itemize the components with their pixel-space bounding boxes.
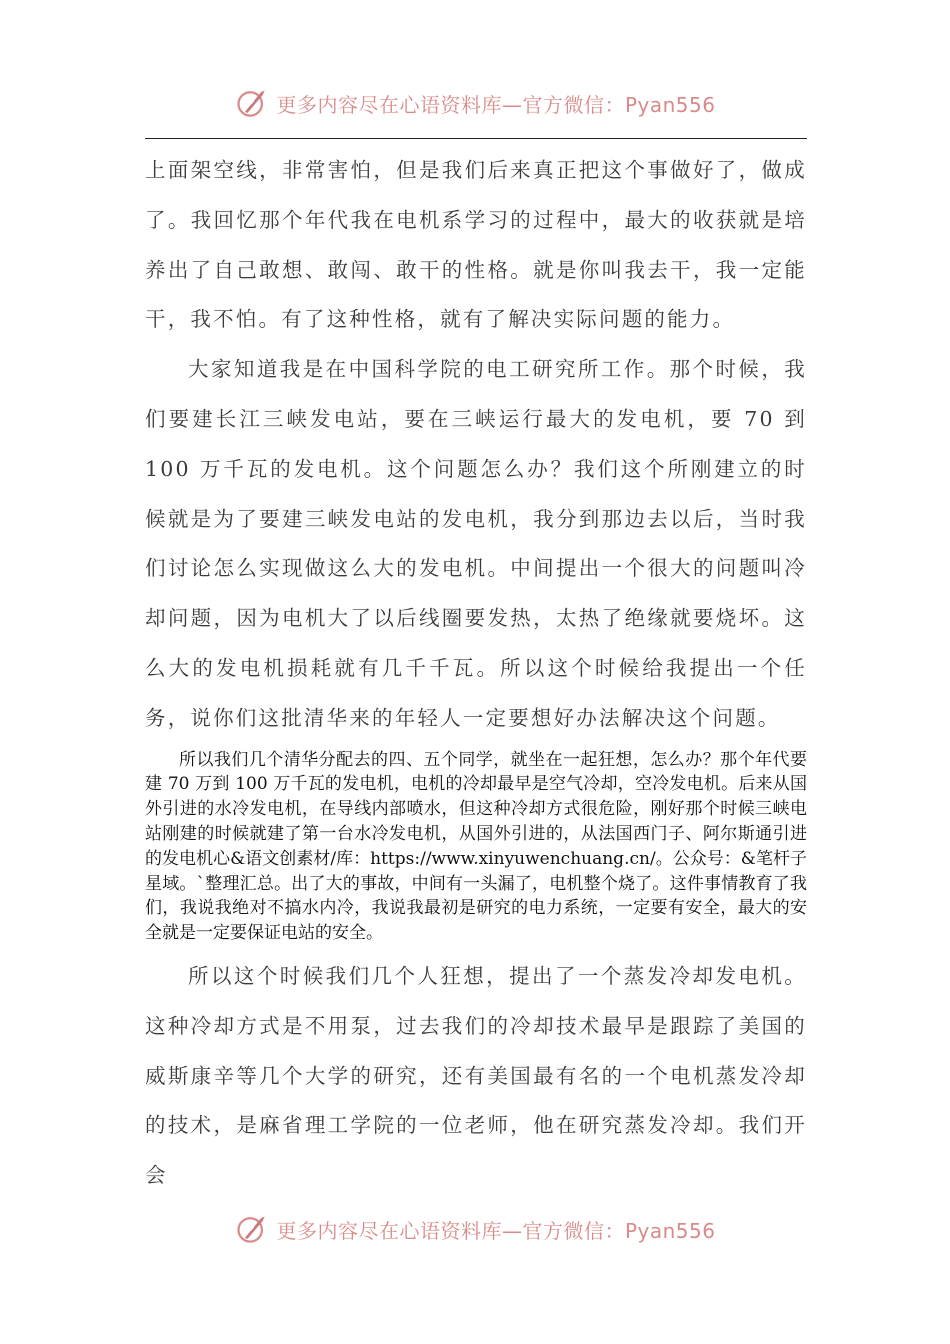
paragraph-3: 所以我们几个清华分配去的四、五个同学，就坐在一起狂想，怎么办？那个年代要建 70 万到 100 万千瓦的发电机，电机的冷却最早是空气冷却，空冷发电机。后来从国外引进的水冷发电机，在导线内部喷水，但这种冷却方式很危险，刚好那个时候三峡电站刚建的时候就建了第一台水冷发电机，从国外引进的，从法国西门子、阿尔斯通引进的发电机心&语文创素材/库：https://www.xinyuwenchuang.cn/。公众号：&笔杆子星域。`整理汇总。出了大的事故，中间有一头漏了，电机整个烧了。这件事情教育了我们，我说我绝对不搞水内冷，我说我最初是研究的电力系统，一定要有安全，最大的安全就是一定要保证电站的安全。	[145, 749, 807, 944]
footer-banner-text: 更多内容尽在心语资料库—官方微信：Pyan556	[276, 1218, 716, 1243]
paragraph-2: 大家知道我是在中国科学院的电工研究所工作。那个时候，我们要建长江三峡发电站，要在三峡运行最大的发电机，要 70 到 100 万千瓦的发电机。这个问题怎么办？我们这个所刚建立的时候就是为了要建三峡发电站的发电机，我分到那边去以后，当时我们讨论怎么实现做这么大的发电机。中间提出一个很大的问题叫冷却问题，因为电机大了以后线圈要发热，太热了绝缘就要烧坏。这么大的发电机损耗就有几千千瓦。所以这个时候给我提出一个任务，说你们这批清华来的年轻人一定要想好办法解决这个问题。	[145, 357, 807, 730]
header-banner-text: 更多内容尽在心语资料库—官方微信：Pyan556	[276, 92, 716, 117]
header-banner	[0, 83, 950, 123]
footer-banner	[0, 1209, 950, 1249]
paragraph-1: 上面架空线，非常害怕，但是我们后来真正把这个事做好了，做成了。我回忆那个年代我在电机系学习的过程中，最大的收获就是培养出了自己敢想、敢闯、敢干的性格。就是你叫我去干，我一定能干，我不怕。有了这种性格，就有了解决实际问题的能力。	[145, 158, 807, 332]
document-body	[145, 146, 807, 1201]
paragraph-4: 所以这个时候我们几个人狂想，提出了一个蒸发冷却发电机。这种冷却方式是不用泵，过去我们的冷却技术最早是跟踪了美国的威斯康辛等几个大学的研究，还有美国最有名的一个电机蒸发冷却的技术，是麻省理工学院的一位老师，他在研究蒸发冷却。我们开会	[145, 963, 807, 1188]
quill-circle-logo-icon	[234, 1211, 270, 1247]
header-rule	[145, 138, 807, 139]
quill-circle-logo-icon	[234, 85, 270, 121]
